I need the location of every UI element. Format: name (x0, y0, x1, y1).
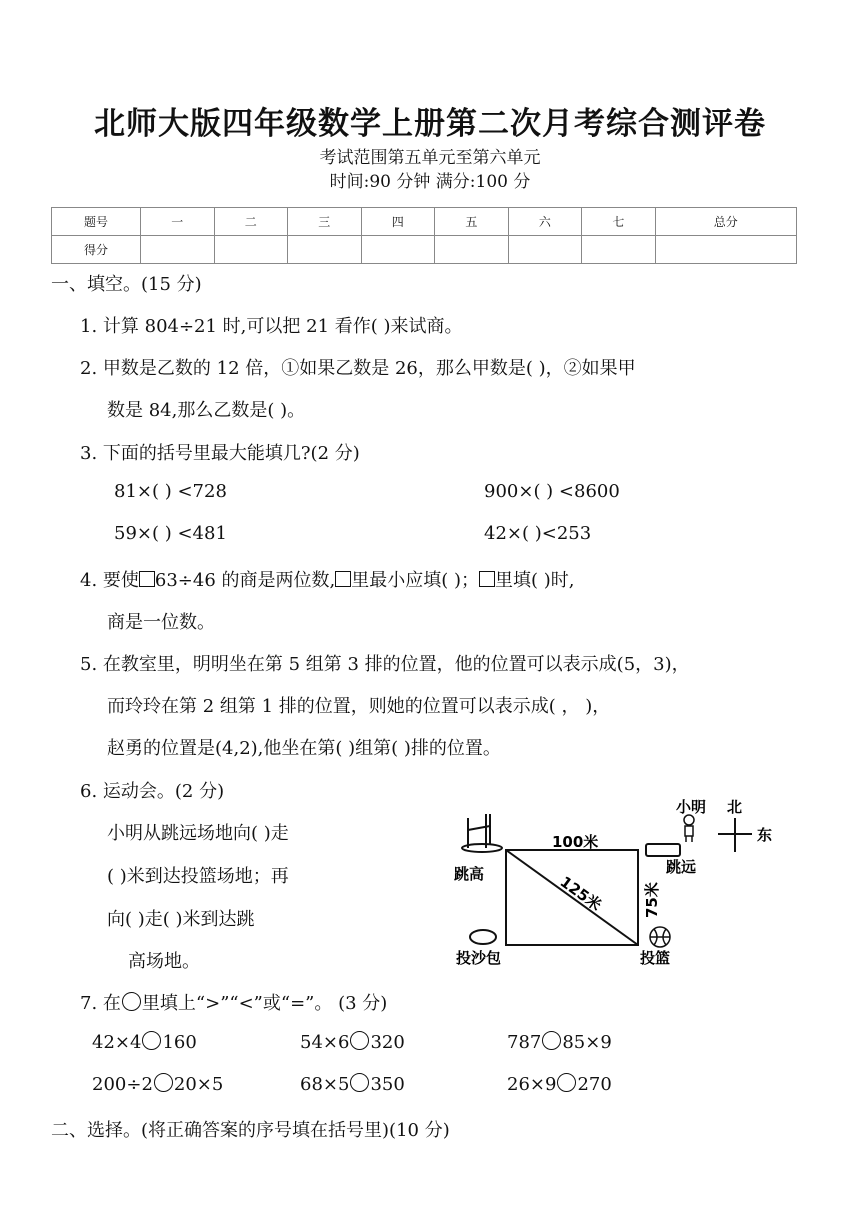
blank-box-icon (139, 571, 155, 587)
question-3-item: 81×( ) <728 (114, 481, 227, 502)
compare-circle-icon[interactable] (557, 1073, 576, 1092)
score-header-cell: 题号 (52, 208, 141, 236)
compare-right: 270 (577, 1074, 612, 1095)
compare-left: 68×5 (300, 1074, 350, 1095)
compare-right: 350 (370, 1074, 405, 1095)
exam-time: 时间:90 分钟 满分:100 分 (329, 172, 531, 192)
compare-right: 320 (370, 1032, 405, 1053)
score-header-cell: 七 (582, 208, 656, 236)
compare-left: 26×9 (507, 1074, 557, 1095)
compare-item (92, 1073, 223, 1095)
score-header-cell: 总分 (655, 208, 796, 236)
question-7 (80, 989, 387, 1015)
score-cell[interactable] (214, 236, 288, 264)
compare-item (507, 1031, 612, 1053)
question-5-line3: 赵勇的位置是(4,2),他坐在第( )组第( )排的位置。 (107, 738, 501, 759)
question-2-line2: 数是 84,那么乙数是( )。 (107, 400, 306, 421)
question-4-line2: 商是一位数。 (107, 612, 215, 633)
east-label: 东 (757, 826, 773, 844)
basketball-label: 投篮 (640, 949, 671, 967)
question-3-item: 42×( )<253 (484, 523, 592, 544)
score-cell[interactable] (288, 236, 362, 264)
score-table (51, 207, 797, 264)
exam-scope: 考试范围第五单元至第六单元 (319, 148, 541, 168)
score-header-cell: 二 (214, 208, 288, 236)
question-7-text: 7. 在 (80, 993, 121, 1014)
question-3-item: 900×( ) <8600 (484, 481, 620, 502)
compare-left: 42×4 (92, 1032, 142, 1053)
blank-box-icon (335, 571, 351, 587)
question-4-text: 4. 要使 (80, 570, 139, 591)
compare-item (92, 1031, 197, 1053)
long-jump-icon (646, 844, 680, 856)
score-cell[interactable] (508, 236, 582, 264)
compare-left: 54×6 (300, 1032, 350, 1053)
question-4-text: 里填( )时, (495, 570, 575, 591)
compare-left: 200÷2 (92, 1074, 153, 1095)
compare-right: 20×5 (173, 1074, 224, 1095)
top-length-label: 100米 (552, 833, 599, 851)
question-5-line1: 5. 在教室里，明明坐在第 5 组第 3 排的位置，他的位置可以表示成(5，3)， (80, 654, 690, 675)
score-header-cell: 四 (361, 208, 435, 236)
compare-right: 85×9 (562, 1032, 612, 1053)
compare-item (300, 1031, 405, 1053)
compare-circle-icon (122, 992, 141, 1011)
compare-circle-icon[interactable] (154, 1073, 173, 1092)
compare-circle-icon[interactable] (142, 1031, 161, 1050)
question-6-text: 小明从跳远场地向( )走 (107, 823, 289, 844)
score-row-label: 得分 (52, 236, 141, 264)
score-cell[interactable] (141, 236, 215, 264)
right-length-label: 75米 (643, 882, 661, 918)
question-6: 6. 运动会。(2 分) (80, 781, 225, 802)
question-4-line1 (80, 566, 575, 592)
score-cell[interactable] (582, 236, 656, 264)
question-6-text: ( )米到达投篮场地；再 (107, 866, 289, 887)
section1-heading: 一、填空。(15 分) (51, 274, 202, 295)
long-jump-label: 跳远 (666, 858, 697, 876)
question-2-line1: 2. 甲数是乙数的 12 倍，①如果乙数是 26，那么甲数是( )，②如果甲 (80, 358, 636, 379)
score-table-score-row (52, 236, 797, 264)
sandbag-label: 投沙包 (456, 949, 502, 967)
question-4-text: 里最小应填( )； (351, 570, 480, 591)
score-cell[interactable] (655, 236, 796, 264)
compare-left: 787 (507, 1032, 542, 1053)
compare-circle-icon[interactable] (350, 1031, 369, 1050)
score-header-cell: 六 (508, 208, 582, 236)
diagonal-length-label: 125米 (556, 872, 605, 915)
question-7-text: 里填上“>”“<”或“=”。 (3 分) (141, 993, 388, 1014)
sandbag-icon (470, 930, 496, 944)
sports-field-diagram (450, 790, 790, 975)
high-jump-icon (462, 814, 502, 852)
score-header-cell: 三 (288, 208, 362, 236)
question-3-item: 59×( ) <481 (114, 523, 227, 544)
score-cell[interactable] (361, 236, 435, 264)
xiaoming-label: 小明 (676, 798, 707, 816)
compare-item (300, 1073, 405, 1095)
question-1: 1. 计算 804÷21 时,可以把 21 看作( )来试商。 (80, 316, 463, 337)
compare-right: 160 (162, 1032, 197, 1053)
score-table-header-row (52, 208, 797, 236)
high-jump-label: 跳高 (454, 865, 485, 883)
score-header-cell: 一 (141, 208, 215, 236)
compare-circle-icon[interactable] (350, 1073, 369, 1092)
question-6-text: 高场地。 (128, 951, 200, 972)
compare-item (507, 1073, 612, 1095)
person-icon (684, 815, 694, 842)
page-title: 北师大版四年级数学上册第二次月考综合测评卷 (94, 106, 766, 142)
score-header-cell: 五 (435, 208, 509, 236)
basketball-icon (650, 927, 670, 947)
question-3: 3. 下面的括号里最大能填几?(2 分) (80, 443, 360, 464)
question-4-text: 63÷46 的商是两位数, (154, 570, 336, 591)
question-6-text: 向( )走( )米到达跳 (107, 909, 255, 930)
blank-box-icon (479, 571, 495, 587)
compare-circle-icon[interactable] (542, 1031, 561, 1050)
score-cell[interactable] (435, 236, 509, 264)
compass-icon (718, 818, 752, 852)
north-label: 北 (727, 798, 743, 816)
section2-heading: 二、选择。(将正确答案的序号填在括号里)(10 分) (51, 1120, 450, 1141)
question-5-line2: 而玲玲在第 2 组第 1 排的位置，则她的位置可以表示成( ， )， (107, 696, 611, 717)
